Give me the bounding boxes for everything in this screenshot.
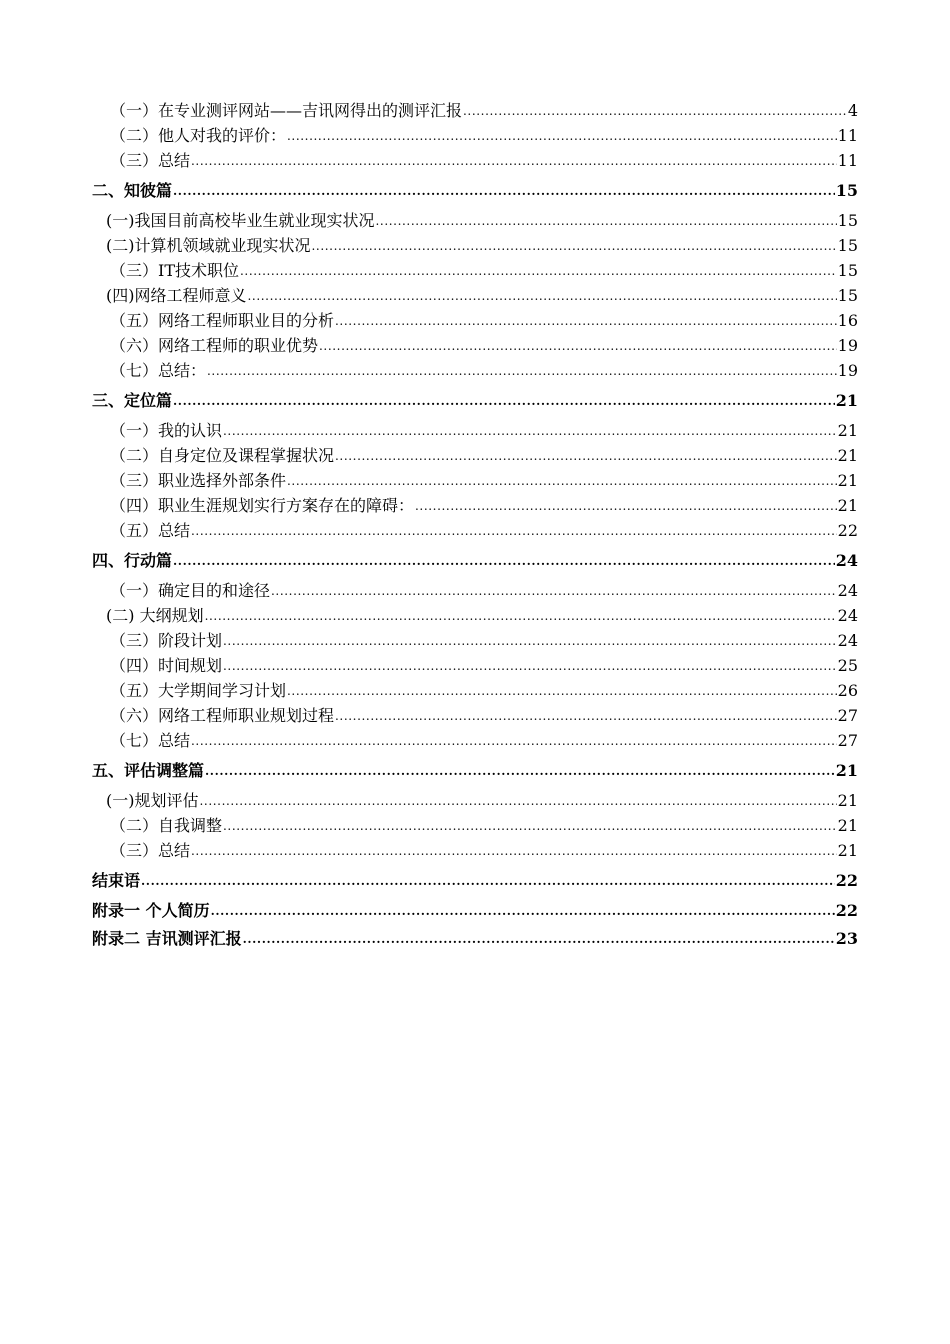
toc-entry-label: （二）他人对我的评价： (110, 126, 287, 145)
toc-section-2[interactable] (92, 178, 858, 203)
toc-leader-dots (191, 517, 837, 544)
toc-section-label: 附录二 吉讯测评汇报 (92, 929, 242, 948)
toc-page-number: 23 (835, 929, 858, 948)
toc-entry[interactable] (92, 703, 858, 728)
toc-entry[interactable] (92, 603, 858, 628)
toc-entry-label: (一)规划评估 (106, 791, 199, 810)
toc-page-number: 15 (837, 286, 858, 305)
toc-leader-dots (223, 812, 837, 839)
toc-leader-dots (287, 122, 837, 149)
toc-page-number: 15 (837, 211, 858, 230)
toc-page-number: 15 (835, 181, 858, 200)
toc-entry-label: (二) 大纲规划 (106, 606, 204, 625)
toc-page-number: 21 (837, 791, 858, 810)
toc-entry[interactable] (92, 308, 858, 333)
toc-entry-label: （七）总结： (110, 361, 207, 380)
toc-leader-dots (271, 577, 837, 604)
toc-page-number: 11 (837, 151, 858, 170)
toc-entry[interactable] (92, 813, 858, 838)
toc-entry-label: （七）总结 (110, 731, 191, 750)
toc-entry[interactable] (92, 98, 858, 123)
toc-entry[interactable] (92, 518, 858, 543)
toc-leader-dots (415, 492, 837, 519)
toc-leader-dots (287, 677, 837, 704)
toc-entry-label: （三）总结 (110, 151, 191, 170)
toc-entry-label: （五）大学期间学习计划 (110, 681, 287, 700)
toc-entry[interactable] (92, 578, 858, 603)
toc-entry[interactable] (92, 628, 858, 653)
toc-leader-dots (312, 232, 837, 259)
toc-leader-dots (287, 467, 837, 494)
toc-leader-dots (200, 787, 837, 814)
toc-leader-dots (376, 207, 837, 234)
toc-page-number: 24 (837, 606, 858, 625)
toc-entry-label: （三）总结 (110, 841, 191, 860)
toc-leader-dots (205, 602, 837, 629)
toc-leader-dots (243, 925, 835, 952)
toc-leader-dots (223, 627, 837, 654)
toc-entry[interactable] (92, 333, 858, 358)
toc-leader-dots (335, 307, 837, 334)
toc-page-number: 27 (837, 706, 858, 725)
toc-page-number: 21 (837, 816, 858, 835)
toc-page-number: 24 (837, 581, 858, 600)
toc-page-number: 22 (837, 521, 858, 540)
toc-entry[interactable] (92, 283, 858, 308)
toc-leader-dots (463, 97, 847, 124)
toc-entry-label: (一)我国目前高校毕业生就业现实状况 (106, 211, 375, 230)
toc-section-label: 三、定位篇 (92, 391, 173, 410)
toc-page-number: 21 (837, 446, 858, 465)
toc-page-number: 4 (847, 101, 858, 120)
toc-page-number: 15 (837, 236, 858, 255)
toc-entry[interactable] (92, 123, 858, 148)
toc-page-number: 22 (835, 871, 858, 890)
toc-leader-dots (240, 257, 837, 284)
toc-section-3[interactable] (92, 388, 858, 413)
toc-page-number: 25 (837, 656, 858, 675)
toc-page-number: 19 (837, 361, 858, 380)
toc-entry[interactable] (92, 788, 858, 813)
toc-page-number: 24 (835, 551, 858, 570)
toc-page-number: 15 (837, 261, 858, 280)
toc-leader-dots (211, 897, 835, 924)
toc-entry[interactable] (92, 358, 858, 383)
toc-page-number: 21 (835, 391, 858, 410)
toc-entry[interactable] (92, 728, 858, 753)
toc-entry[interactable] (92, 233, 858, 258)
toc-leader-dots (223, 652, 837, 679)
toc-leader-dots (191, 147, 837, 174)
toc-entry-label: （三）阶段计划 (110, 631, 223, 650)
toc-leader-dots (173, 177, 835, 204)
toc-entry-label: （二）自我调整 (110, 816, 223, 835)
toc-entry[interactable] (92, 148, 858, 173)
toc-entry-label: （二）自身定位及课程掌握状况 (110, 446, 335, 465)
toc-entry-label: （五）网络工程师职业目的分析 (110, 311, 335, 330)
toc-entry-label: （六）网络工程师的职业优势 (110, 336, 319, 355)
toc-entry[interactable] (92, 678, 858, 703)
toc-page-number: 16 (837, 311, 858, 330)
toc-entry-label: (四)网络工程师意义 (106, 286, 247, 305)
toc-entry[interactable] (92, 653, 858, 678)
toc-page-number: 19 (837, 336, 858, 355)
toc-section-label: 结束语 (92, 871, 141, 890)
toc-entry-label: （一）我的认识 (110, 421, 223, 440)
table-of-contents (92, 98, 858, 954)
toc-leader-dots (191, 727, 837, 754)
toc-entry[interactable] (92, 838, 858, 863)
toc-section-label: 附录一 个人简历 (92, 901, 210, 920)
toc-leader-dots (141, 867, 835, 894)
toc-appendix-2[interactable] (92, 926, 858, 951)
toc-leader-dots (223, 417, 837, 444)
toc-section-label: 四、行动篇 (92, 551, 173, 570)
toc-page-number: 24 (837, 631, 858, 650)
toc-page-number: 21 (837, 496, 858, 515)
toc-section-5[interactable] (92, 758, 858, 783)
toc-entry-label: （一）确定目的和途径 (110, 581, 271, 600)
toc-section-label: 五、评估调整篇 (92, 761, 205, 780)
toc-entry[interactable] (92, 258, 858, 283)
toc-leader-dots (335, 442, 837, 469)
toc-page-number: 11 (837, 126, 858, 145)
toc-entry-label: （三）IT技术职位 (110, 261, 239, 280)
toc-page-number: 26 (837, 681, 858, 700)
toc-conclusion[interactable] (92, 868, 858, 893)
toc-leader-dots (207, 357, 837, 384)
toc-entry[interactable] (92, 208, 858, 233)
toc-entry-label: （四）时间规划 (110, 656, 223, 675)
toc-page-number: 21 (837, 421, 858, 440)
toc-entry[interactable] (92, 493, 858, 518)
toc-leader-dots (335, 702, 837, 729)
toc-entry-label: (二)计算机领域就业现实状况 (106, 236, 311, 255)
toc-section-label: 二、知彼篇 (92, 181, 173, 200)
toc-leader-dots (205, 757, 835, 784)
toc-entry-label: （一）在专业测评网站——吉讯网得出的测评汇报 (110, 101, 463, 120)
toc-page-number: 22 (835, 901, 858, 920)
toc-page-number: 21 (837, 471, 858, 490)
toc-entry-label: （三）职业选择外部条件 (110, 471, 287, 490)
toc-entry[interactable] (92, 418, 858, 443)
toc-section-4[interactable] (92, 548, 858, 573)
toc-entry-label: （六）网络工程师职业规划过程 (110, 706, 335, 725)
toc-entry[interactable] (92, 468, 858, 493)
toc-leader-dots (248, 282, 837, 309)
toc-leader-dots (173, 387, 835, 414)
toc-page-number: 27 (837, 731, 858, 750)
toc-leader-dots (319, 332, 837, 359)
toc-leader-dots (191, 837, 837, 864)
toc-entry-label: （四）职业生涯规划实行方案存在的障碍： (110, 496, 415, 515)
toc-entry-label: （五）总结 (110, 521, 191, 540)
toc-entry[interactable] (92, 443, 858, 468)
toc-appendix-1[interactable] (92, 898, 858, 923)
toc-page-number: 21 (837, 841, 858, 860)
toc-leader-dots (173, 547, 835, 574)
toc-page-number: 21 (835, 761, 858, 780)
